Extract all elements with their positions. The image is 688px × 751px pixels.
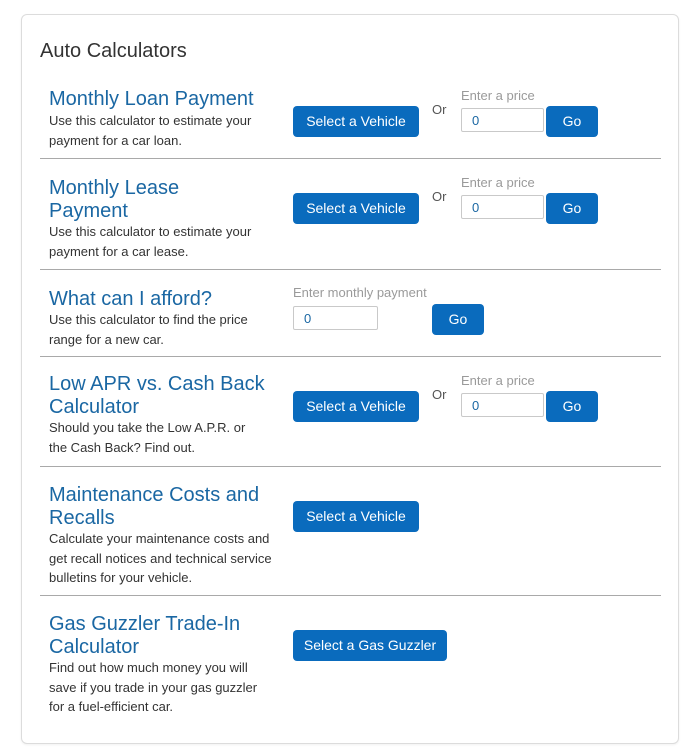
select-vehicle-button[interactable]: Select a Vehicle	[293, 391, 419, 422]
select-vehicle-button[interactable]: Select a Vehicle	[293, 501, 419, 532]
calculator-title[interactable]: What can I afford?	[49, 288, 213, 310]
panel-title: Auto Calculators	[40, 40, 187, 62]
select-vehicle-button[interactable]: Select a Vehicle	[293, 106, 419, 137]
or-label: Or	[432, 387, 447, 402]
calculator-row-afford	[40, 283, 661, 357]
calculator-row-maintenance	[40, 480, 661, 596]
price-input[interactable]	[461, 108, 544, 132]
calculator-row-gas-guzzler	[40, 610, 661, 720]
calculator-description: Calculate your maintenance costs and get recall notices and technical service bulletins for your vehicle.	[49, 531, 272, 585]
calculator-title[interactable]: Gas Guzzler Trade-In Calculator	[49, 613, 241, 658]
price-input[interactable]	[461, 195, 544, 219]
go-button[interactable]: Go	[546, 106, 598, 137]
go-button[interactable]: Go	[546, 193, 598, 224]
go-button[interactable]: Go	[546, 391, 598, 422]
price-label: Enter a price	[461, 88, 535, 103]
calculator-title[interactable]: Monthly Loan Payment	[49, 88, 254, 110]
price-label: Enter a price	[461, 175, 535, 190]
select-gas-guzzler-button[interactable]: Select a Gas Guzzler	[293, 630, 447, 661]
calculator-row-loan	[40, 85, 661, 159]
monthly-payment-label: Enter monthly payment	[293, 285, 427, 300]
calculator-title[interactable]: Monthly Lease Payment	[49, 177, 180, 222]
go-button[interactable]: Go	[432, 304, 484, 335]
calculator-title[interactable]: Low APR vs. Cash Back Calculator	[49, 373, 265, 418]
price-label: Enter a price	[461, 373, 535, 388]
monthly-payment-input[interactable]	[293, 306, 378, 330]
calculator-description: Should you take the Low A.P.R. or the Cash Back? Find out.	[49, 420, 246, 455]
or-label: Or	[432, 189, 447, 204]
calculator-description: Use this calculator to estimate your payment for a car loan.	[49, 113, 252, 148]
calculator-row-apr-cashback	[40, 370, 661, 467]
price-input[interactable]	[461, 393, 544, 417]
or-label: Or	[432, 102, 447, 117]
select-vehicle-button[interactable]: Select a Vehicle	[293, 193, 419, 224]
calculator-description: Find out how much money you will save if you trade in your gas guzzler for a fuel-efficient car.	[49, 660, 258, 714]
calculator-description: Use this calculator to estimate your payment for a car lease.	[49, 224, 252, 259]
calculator-description: Use this calculator to find the price range for a new car.	[49, 312, 248, 347]
auto-calculators-panel	[21, 14, 679, 744]
calculator-title[interactable]: Maintenance Costs and Recalls	[49, 484, 260, 529]
calculator-row-lease	[40, 172, 661, 270]
